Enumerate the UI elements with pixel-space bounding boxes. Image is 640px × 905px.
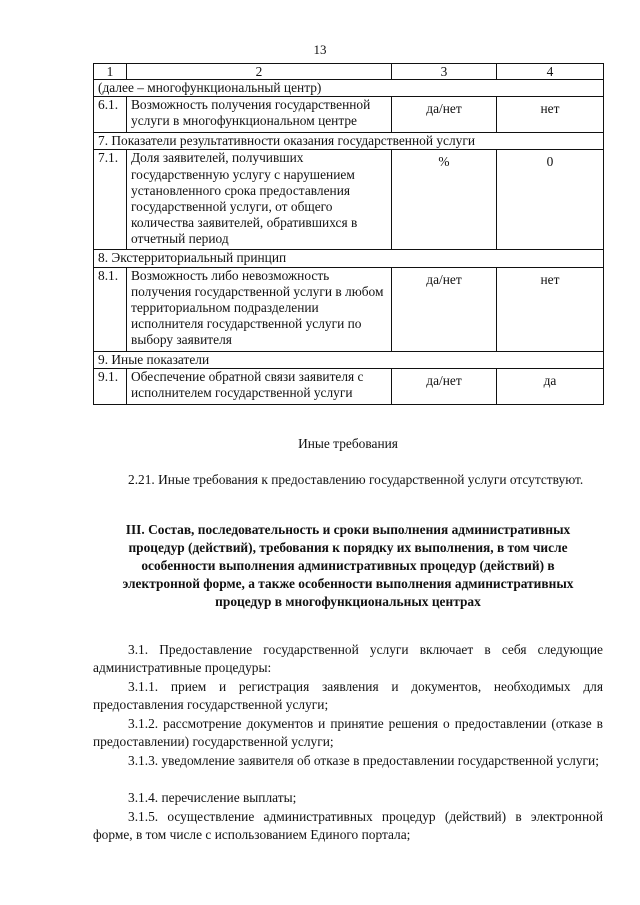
row-number: 8.1. bbox=[94, 267, 127, 351]
row-unit: да/нет bbox=[392, 368, 497, 404]
paragraph-3-1-2: 3.1.2. рассмотрение документов и принятие решения о предоставлении (отказе в предоставлении) государственной услуги; bbox=[93, 716, 603, 749]
section-row: 8. Экстерриториальный принцип bbox=[94, 250, 604, 267]
header-cell: 2 bbox=[127, 64, 392, 80]
row-text: Возможность либо невозможность получения государственной услуги в любом территориальном подразделении исполнителя государственной услуги по выбору заявителя bbox=[127, 267, 392, 351]
page-number: 13 bbox=[313, 42, 327, 57]
indicators-table bbox=[93, 63, 604, 405]
continuation-cell: (далее – многофункциональный центр) bbox=[94, 80, 604, 97]
paragraph-3-1-1: 3.1.1. прием и регистрация заявления и документов, необходимых для предоставления государственной услуги; bbox=[93, 679, 603, 712]
header-cell: 4 bbox=[497, 64, 604, 80]
table-header-row bbox=[94, 64, 604, 80]
row-text: Доля заявителей, получивших государственную услугу с нарушением установленного срока предоставления государственной услуги, от общего количества заявителей, обратившихся в отчетный период bbox=[127, 150, 392, 250]
paragraph-3-1-4: 3.1.4. перечисление выплаты; bbox=[128, 790, 297, 805]
row-unit: % bbox=[392, 150, 497, 250]
table-row bbox=[94, 267, 604, 351]
header-cell: 3 bbox=[392, 64, 497, 80]
other-requirements-heading: Иные требования bbox=[298, 436, 398, 451]
paragraph-2-21: 2.21. Иные требования к предоставлению государственной услуги отсутствуют. bbox=[128, 472, 584, 487]
row-text: Обеспечение обратной связи заявителя с исполнителем государственной услуги bbox=[127, 368, 392, 404]
table-row bbox=[94, 80, 604, 97]
paragraph-3-1-5: 3.1.5. осуществление административных процедур (действий) в электронной форме, в том числе с использованием Единого портала; bbox=[93, 809, 603, 842]
row-unit: да/нет bbox=[392, 97, 497, 133]
row-value: нет bbox=[497, 267, 604, 351]
row-value: нет bbox=[497, 97, 604, 133]
table-row bbox=[94, 250, 604, 267]
row-number: 9.1. bbox=[94, 368, 127, 404]
table-row bbox=[94, 351, 604, 368]
row-text: Возможность получения государственной услуги в многофункциональном центре bbox=[127, 97, 392, 133]
row-unit: да/нет bbox=[392, 267, 497, 351]
table-row bbox=[94, 150, 604, 250]
section-row: 9. Иные показатели bbox=[94, 351, 604, 368]
table-row bbox=[94, 368, 604, 404]
row-number: 6.1. bbox=[94, 97, 127, 133]
header-cell: 1 bbox=[94, 64, 127, 80]
section-3-title: III. Состав, последовательность и сроки выполнения административных процедур (действий), требования к порядку их выполнения, в том числе особенности выполнения административных процедур (действий) в электронной форме, а также особенности выполнения административных процедур в многофункциональных центрах bbox=[122, 522, 574, 610]
row-value: да bbox=[497, 368, 604, 404]
paragraph-3-1: 3.1. Предоставление государственной услуги включает в себя следующие административные процедуры: bbox=[93, 642, 603, 675]
section-row: 7. Показатели результативности оказания государственной услуги bbox=[94, 133, 604, 150]
row-value: 0 bbox=[497, 150, 604, 250]
paragraph-3-1-3: 3.1.3. уведомление заявителя об отказе в предоставлении государственной услуги; bbox=[128, 753, 599, 768]
table-row bbox=[94, 133, 604, 150]
table-row bbox=[94, 97, 604, 133]
row-number: 7.1. bbox=[94, 150, 127, 250]
